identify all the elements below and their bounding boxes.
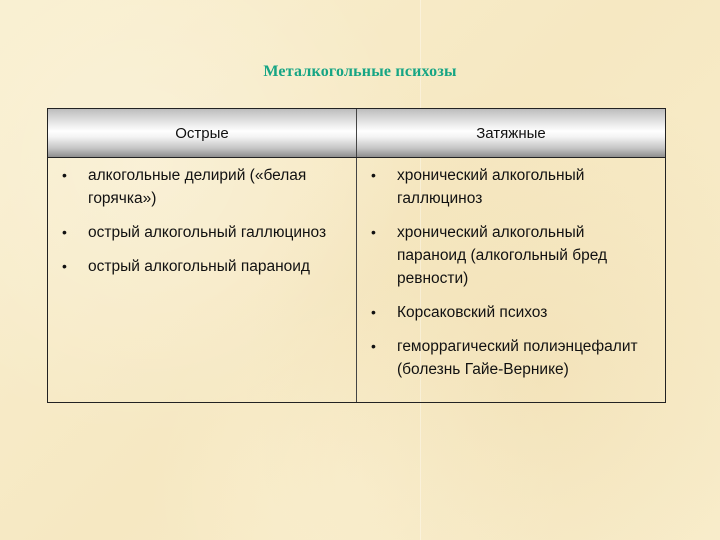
list-item-text: острый алкогольный параноид [88,258,310,275]
psychoses-table [47,108,666,403]
list-item [369,164,655,210]
table-body-row [48,158,665,403]
psychoses-table-grid [48,109,665,402]
list-item-text: хронический алкогольный галлюциноз [397,167,585,207]
list-item [60,164,346,210]
list-item [369,335,655,381]
prolonged-cell [357,158,666,403]
bullet-icon: • [62,258,67,274]
bullet-icon: • [371,167,376,183]
list-item-text: острый алкогольный галлюциноз [88,224,327,241]
header-prolonged: Затяжные [357,109,666,158]
slide-title: Металкогольные психозы [263,63,457,80]
list-item-text: алкогольные делирий («белая горячка») [88,167,307,207]
acute-cell [48,158,357,403]
table-header-row [48,109,665,158]
prolonged-list [369,164,655,381]
list-item-text: Корсаковский психоз [397,304,548,321]
header-acute: Острые [48,109,357,158]
bullet-icon: • [62,224,67,240]
list-item [369,221,655,290]
bullet-icon: • [62,167,67,183]
list-item [60,255,346,278]
list-item [60,221,346,244]
bullet-icon: • [371,224,376,240]
list-item-text: геморрагический полиэнцефалит (болезнь Гайе-Вернике) [397,338,638,378]
acute-list [60,164,346,278]
list-item-text: хронический алкогольный параноид (алкогольный бред ревности) [397,224,608,287]
bullet-icon: • [371,338,376,354]
list-item [369,301,655,324]
bullet-icon: • [371,304,376,320]
